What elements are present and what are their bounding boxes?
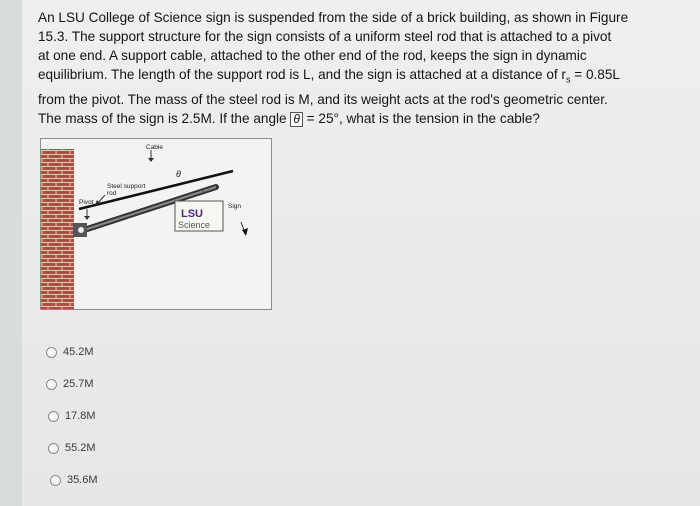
answer-option-5[interactable]	[50, 474, 98, 486]
rod-label-line-1: Steel support	[107, 183, 146, 190]
figure-15-3	[40, 138, 272, 310]
answer-option-1[interactable]	[46, 346, 94, 358]
radio-circle-icon[interactable]	[50, 475, 61, 486]
answer-option-label: 17.8M	[65, 410, 96, 422]
answer-option-label: 25.7M	[63, 378, 94, 390]
rs-value: = 0.85L	[570, 67, 620, 82]
answer-option-label: 45.2M	[63, 346, 94, 358]
radio-circle-icon[interactable]	[48, 411, 59, 422]
radio-circle-icon[interactable]	[46, 347, 57, 358]
question-line-6-suffix: = 25°, what is the tension in the cable?	[302, 110, 540, 126]
radio-circle-icon[interactable]	[48, 443, 59, 454]
question-line-2: 15.3. The support structure for the sign consists of a uniform steel rod that is attached to a pivot	[38, 29, 612, 44]
theta-symbol-box: θ	[290, 112, 303, 127]
question-line-1: An LSU College of Science sign is suspended from the side of a brick building, as shown in Figure	[38, 10, 629, 25]
sign-text-lsu: LSU	[181, 208, 203, 220]
question-line-5: from the pivot. The mass of the steel rod is M, and its weight acts at the rod's geometric center.	[38, 91, 608, 107]
answer-option-label: 35.6M	[67, 474, 98, 486]
theta-label: θ	[176, 169, 181, 179]
question-line-4-text: equilibrium. The length of the support rod is L, and the sign is attached at a distance of r	[38, 67, 566, 82]
rs-subscript: s	[565, 74, 571, 85]
answer-option-2[interactable]	[46, 378, 94, 390]
question-line-4	[38, 65, 658, 90]
answer-option-4[interactable]	[48, 442, 96, 454]
answer-option-label: 55.2M	[65, 442, 96, 454]
sign-text-science: Science	[178, 220, 211, 230]
pivot-label: Pivot	[79, 199, 94, 206]
answer-option-3[interactable]	[48, 410, 96, 422]
radio-circle-icon[interactable]	[46, 379, 57, 390]
rod-label-line-2: rod	[107, 190, 117, 197]
question-line-6-text: The mass of the sign is 2.5M. If the angle	[38, 110, 287, 126]
cable-label: Cable	[146, 144, 163, 151]
sign-label: Sign	[228, 203, 242, 210]
figure-drawing	[41, 139, 273, 311]
brick-wall	[41, 149, 74, 309]
question-line-3: at one end. A support cable, attached to the other end of the rod, keeps the sign in dynamic	[38, 48, 587, 63]
question-text	[38, 8, 658, 128]
pivot-pin	[78, 227, 84, 233]
question-line-6	[38, 109, 658, 128]
